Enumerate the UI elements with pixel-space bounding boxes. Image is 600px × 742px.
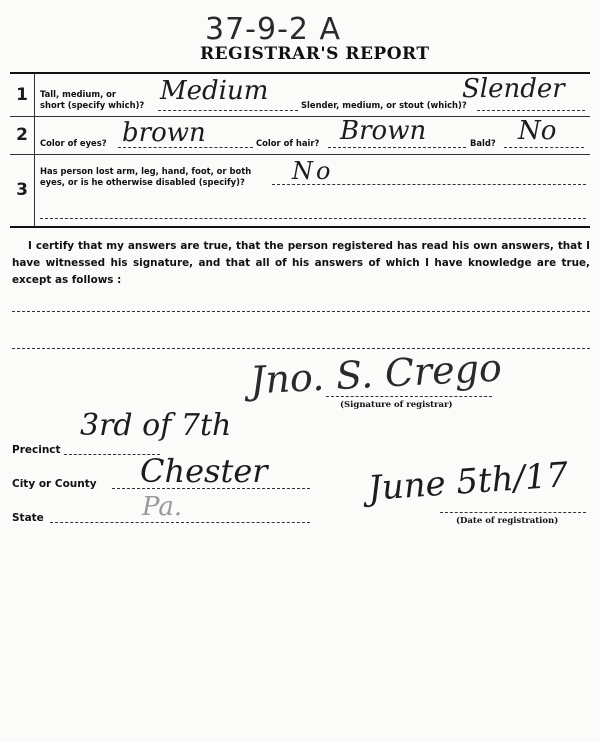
question-label	[40, 89, 144, 111]
answer-bald: No	[518, 116, 557, 146]
answer-build-height: Medium	[160, 76, 269, 106]
question-label-eyes: Color of eyes?	[40, 138, 107, 148]
exceptions-line-1	[12, 311, 590, 312]
question-label-line2: eyes, or is he otherwise disabled (specify)?	[40, 177, 245, 187]
question-row-3	[10, 154, 590, 226]
state-line	[50, 522, 310, 523]
signature-caption: (Signature of registrar)	[340, 400, 453, 410]
certification-text: I certify that my answers are true, that the person registered has read his own answers, that I have witnessed his signature, and that all of his answers of which I have knowledge are true, except as follows :	[12, 240, 590, 286]
date-caption: (Date of registration)	[456, 516, 559, 526]
answer-line	[40, 218, 586, 219]
question-label-build: Slender, medium, or stout (which)?	[301, 100, 467, 110]
answer-disability: No	[292, 157, 334, 185]
answer-line	[477, 110, 585, 111]
page-title: REGISTRAR'S REPORT	[200, 44, 430, 64]
precinct-label: Precinct	[12, 444, 61, 456]
registration-date: June 5th/17	[366, 455, 570, 509]
question-label-disability	[40, 166, 251, 188]
question-label-line1: Tall, medium, or	[40, 89, 117, 99]
state-label: State	[12, 512, 44, 524]
question-row-1	[10, 74, 590, 117]
date-line	[440, 512, 586, 513]
question-number: 2	[10, 116, 35, 154]
question-label-line2: short (specify which)?	[40, 100, 145, 110]
signature-line	[326, 396, 492, 397]
question-label-hair: Color of hair?	[256, 138, 320, 148]
city-county-value: Chester	[140, 452, 268, 490]
city-county-label: City or County	[12, 478, 97, 490]
state-value: Pa.	[142, 492, 183, 522]
registrar-signature: Jno. S. Crego	[249, 345, 503, 403]
exceptions-line-2	[12, 348, 590, 349]
answer-eye-color: brown	[122, 118, 206, 148]
answer-hair-color: Brown	[340, 116, 427, 146]
question-number: 3	[10, 154, 35, 226]
question-label-line1: Has person lost arm, leg, hand, foot, or both	[40, 166, 252, 176]
answer-line	[328, 147, 466, 148]
question-row-2	[10, 116, 590, 155]
question-label-bald: Bald?	[470, 138, 496, 148]
precinct-value: 3rd of 7th	[80, 408, 232, 443]
answer-build-type: Slender	[462, 74, 565, 104]
question-number: 1	[10, 74, 35, 116]
serial-number: 37-9-2 A	[205, 12, 342, 47]
questions-table	[10, 72, 590, 228]
answer-line	[158, 110, 298, 111]
answer-line	[504, 147, 584, 148]
